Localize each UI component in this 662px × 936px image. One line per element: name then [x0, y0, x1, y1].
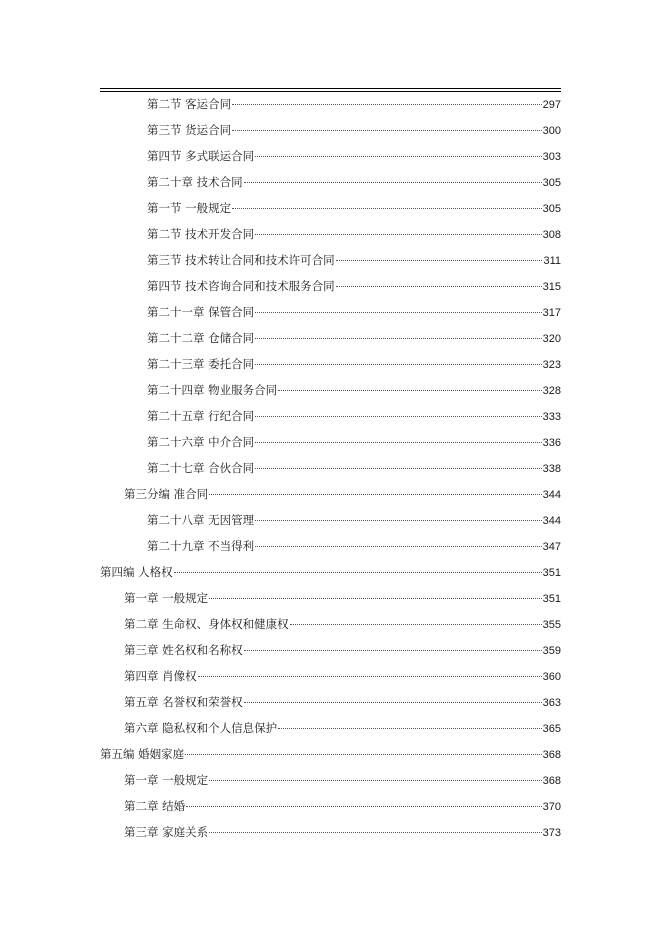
toc-entry-page-number: 359 [542, 645, 561, 657]
toc-dot-leader [255, 520, 541, 521]
toc-entry-title: 第二十七章 合伙合同 [147, 461, 255, 475]
toc-entry[interactable] [100, 224, 561, 250]
toc-entry-title: 第二十六章 中介合同 [147, 435, 255, 449]
toc-entry-page-number: 351 [542, 593, 561, 605]
toc-entry[interactable] [100, 588, 561, 614]
toc-entry-page-number: 373 [542, 827, 561, 839]
toc-entry[interactable] [100, 276, 561, 302]
toc-dot-leader [255, 156, 541, 157]
toc-entry-page-number: 323 [542, 359, 561, 371]
toc-dot-leader [244, 702, 542, 703]
toc-entry[interactable] [100, 510, 561, 536]
toc-dot-leader [185, 754, 541, 755]
toc-entry[interactable] [100, 666, 561, 692]
toc-entry-title: 第四章 肖像权 [124, 669, 197, 683]
toc-dot-leader [278, 390, 541, 391]
toc-entry-page-number: 344 [542, 489, 561, 501]
toc-entry-page-number: 297 [542, 99, 561, 111]
toc-entry-title: 第一节 一般规定 [147, 201, 232, 215]
toc-entry-title: 第三章 姓名权和名称权 [124, 643, 243, 657]
toc-entry-title: 第三分编 准合同 [124, 487, 209, 501]
toc-entry[interactable] [100, 94, 561, 120]
toc-entry-title: 第二节 客运合同 [147, 97, 232, 111]
toc-entry[interactable] [100, 562, 561, 588]
toc-entry-page-number: 355 [542, 619, 561, 631]
toc-entry-title: 第五章 名誉权和荣誉权 [124, 695, 243, 709]
toc-entry[interactable] [100, 328, 561, 354]
toc-dot-leader [209, 780, 541, 781]
toc-entry-page-number: 300 [542, 125, 561, 137]
toc-entry-page-number: 305 [542, 177, 561, 189]
toc-entry-title: 第二十九章 不当得利 [147, 539, 255, 553]
toc-entry[interactable] [100, 250, 561, 276]
toc-entry-title: 第二十三章 委托合同 [147, 357, 255, 371]
toc-entry-page-number: 311 [543, 255, 561, 267]
toc-entry[interactable] [100, 146, 561, 172]
toc-entry[interactable] [100, 120, 561, 146]
toc-entry-page-number: 368 [542, 749, 561, 761]
toc-entry-page-number: 328 [542, 385, 561, 397]
table-of-contents [100, 94, 561, 848]
toc-entry-title: 第三章 家庭关系 [124, 825, 209, 839]
toc-entry-title: 第二十五章 行纪合同 [147, 409, 255, 423]
toc-entry-page-number: 351 [542, 567, 561, 579]
toc-entry[interactable] [100, 692, 561, 718]
toc-entry[interactable] [100, 198, 561, 224]
toc-entry-title: 第二十章 技术合同 [147, 175, 243, 189]
toc-dot-leader [198, 676, 542, 677]
toc-dot-leader [209, 832, 541, 833]
toc-entry-title: 第三节 技术转让合同和技术许可合同 [147, 253, 335, 267]
toc-dot-leader [209, 598, 541, 599]
toc-dot-leader [255, 546, 541, 547]
toc-entry-page-number: 315 [542, 281, 561, 293]
toc-entry-page-number: 370 [542, 801, 561, 813]
toc-entry-page-number: 320 [542, 333, 561, 345]
toc-entry[interactable] [100, 458, 561, 484]
toc-entry-title: 第二节 技术开发合同 [147, 227, 255, 241]
toc-entry-page-number: 365 [542, 723, 561, 735]
toc-entry[interactable] [100, 484, 561, 510]
toc-entry[interactable] [100, 354, 561, 380]
toc-dot-leader [186, 806, 541, 807]
toc-dot-leader [244, 182, 542, 183]
toc-entry-page-number: 363 [542, 697, 561, 709]
toc-entry[interactable] [100, 822, 561, 848]
header-rule-thick [100, 88, 561, 89]
toc-entry-title: 第二十一章 保管合同 [147, 305, 255, 319]
toc-dot-leader [232, 130, 541, 131]
toc-entry[interactable] [100, 302, 561, 328]
toc-dot-leader [255, 468, 541, 469]
toc-dot-leader [174, 572, 542, 573]
toc-dot-leader [278, 728, 541, 729]
toc-dot-leader [255, 312, 541, 313]
toc-entry-page-number: 344 [542, 515, 561, 527]
toc-entry[interactable] [100, 796, 561, 822]
toc-dot-leader [336, 260, 543, 261]
toc-entry-page-number: 317 [542, 307, 561, 319]
toc-entry-title: 第四节 技术咨询合同和技术服务合同 [147, 279, 335, 293]
toc-entry[interactable] [100, 406, 561, 432]
toc-entry-title: 第二十二章 仓储合同 [147, 331, 255, 345]
toc-dot-leader [255, 364, 541, 365]
toc-entry-title: 第二十四章 物业服务合同 [147, 383, 278, 397]
toc-entry-page-number: 308 [542, 229, 561, 241]
toc-entry-page-number: 333 [542, 411, 561, 423]
toc-entry[interactable] [100, 614, 561, 640]
toc-entry[interactable] [100, 640, 561, 666]
toc-entry[interactable] [100, 770, 561, 796]
toc-entry[interactable] [100, 744, 561, 770]
toc-entry-page-number: 303 [542, 151, 561, 163]
toc-dot-leader [255, 416, 541, 417]
toc-dot-leader [255, 234, 541, 235]
toc-dot-leader [209, 494, 541, 495]
toc-dot-leader [255, 442, 541, 443]
toc-entry[interactable] [100, 718, 561, 744]
toc-entry[interactable] [100, 380, 561, 406]
toc-entry-title: 第五编 婚姻家庭 [100, 747, 185, 761]
toc-dot-leader [232, 208, 541, 209]
toc-entry-page-number: 368 [542, 775, 561, 787]
toc-dot-leader [232, 104, 541, 105]
toc-entry-page-number: 360 [542, 671, 561, 683]
toc-dot-leader [244, 650, 542, 651]
toc-entry-title: 第二十八章 无因管理 [147, 513, 255, 527]
toc-entry-page-number: 336 [542, 437, 561, 449]
toc-dot-leader [336, 286, 542, 287]
toc-entry[interactable] [100, 172, 561, 198]
header-rule-thin [100, 91, 561, 92]
toc-entry-title: 第四编 人格权 [100, 565, 173, 579]
toc-entry-title: 第二章 结婚 [124, 799, 186, 813]
toc-entry-page-number: 347 [542, 541, 561, 553]
toc-entry-title: 第四节 多式联运合同 [147, 149, 255, 163]
toc-entry[interactable] [100, 536, 561, 562]
toc-entry-title: 第一章 一般规定 [124, 773, 209, 787]
toc-entry-page-number: 305 [542, 203, 561, 215]
toc-entry-page-number: 338 [542, 463, 561, 475]
toc-entry-title: 第六章 隐私权和个人信息保护 [124, 721, 278, 735]
toc-entry-title: 第一章 一般规定 [124, 591, 209, 605]
toc-entry[interactable] [100, 432, 561, 458]
toc-dot-leader [290, 624, 542, 625]
toc-entry-title: 第二章 生命权、身体权和健康权 [124, 617, 289, 631]
toc-dot-leader [255, 338, 541, 339]
toc-entry-title: 第三节 货运合同 [147, 123, 232, 137]
